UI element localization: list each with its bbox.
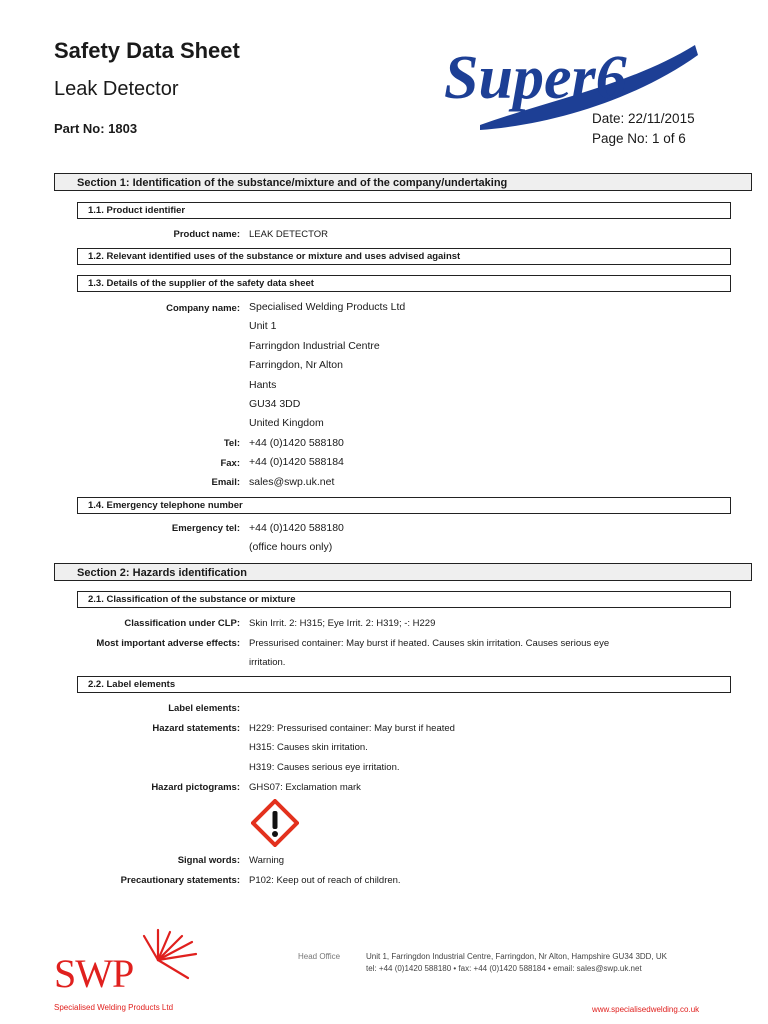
precautionary-value: P102: Keep out of reach of children. bbox=[249, 875, 401, 886]
email-label: Email: bbox=[211, 477, 240, 488]
email-value: sales@swp.uk.net bbox=[249, 476, 335, 488]
label-elements-label: Label elements: bbox=[168, 703, 240, 714]
head-office-contact: tel: +44 (0)1420 588180 • fax: +44 (0)1420 588184 • email: sales@swp.uk.net bbox=[366, 964, 642, 973]
subsection-1-1-header: 1.1. Product identifier bbox=[77, 202, 731, 219]
hazard-pictograms-label: Hazard pictograms: bbox=[151, 782, 240, 793]
hazard-statement: H229: Pressurised container: May burst if heated bbox=[249, 723, 455, 734]
page-number: Page No: 1 of 6 bbox=[592, 131, 686, 146]
head-office-address: Unit 1, Farringdon Industrial Centre, Farringdon, Nr Alton, Hampshire GU34 3DD, UK bbox=[366, 952, 668, 961]
swp-star-icon bbox=[130, 928, 200, 988]
emergency-tel-label: Emergency tel: bbox=[171, 523, 240, 534]
document-title: Safety Data Sheet bbox=[54, 38, 240, 63]
document-date: Date: 22/11/2015 bbox=[592, 111, 695, 126]
product-name-value: LEAK DETECTOR bbox=[249, 229, 329, 240]
exclamation-mark-icon bbox=[251, 799, 299, 847]
subsection-1-4-header: 1.4. Emergency telephone number bbox=[77, 497, 731, 514]
website-link[interactable]: www.specialisedwelding.co.uk bbox=[592, 1005, 700, 1014]
hazard-statement: H315: Causes skin irritation. bbox=[249, 742, 368, 753]
address-line: GU34 3DD bbox=[249, 398, 301, 410]
adverse-effects-line: irritation. bbox=[249, 657, 286, 668]
section-2-header: Section 2: Hazards identification bbox=[54, 563, 752, 581]
fax-value: +44 (0)1420 588184 bbox=[249, 456, 344, 468]
adverse-effects-label: Most important adverse effects: bbox=[96, 638, 240, 649]
subsection-2-1-header: 2.1. Classification of the substance or mixture bbox=[77, 591, 731, 608]
company-name-label: Company name: bbox=[166, 303, 240, 314]
pictogram-name: GHS07: Exclamation mark bbox=[249, 782, 361, 793]
adverse-effects-line: Pressurised container: May burst if heated. Causes skin irritation. Causes serious eye bbox=[249, 638, 610, 649]
address-line: United Kingdom bbox=[249, 417, 324, 429]
section-1-header: Section 1: Identification of the substance/mixture and of the company/undertaking bbox=[54, 173, 752, 191]
address-line: Hants bbox=[249, 379, 277, 391]
logo-text: Super6 bbox=[444, 44, 627, 112]
swp-brand: SWP bbox=[54, 951, 134, 996]
emergency-tel-value: +44 (0)1420 588180 bbox=[249, 522, 344, 534]
hazard-statement: H319: Causes serious eye irritation. bbox=[249, 762, 400, 773]
address-line: Specialised Welding Products Ltd bbox=[249, 301, 406, 313]
swp-brand-subtitle: Specialised Welding Products Ltd bbox=[54, 1003, 174, 1012]
precautionary-label: Precautionary statements: bbox=[120, 875, 240, 886]
office-hours-note: (office hours only) bbox=[249, 541, 333, 553]
head-office-label: Head Office bbox=[298, 952, 341, 961]
subsection-2-2-header: 2.2. Label elements bbox=[77, 676, 731, 693]
signal-words-value: Warning bbox=[249, 855, 285, 866]
hazard-statements-label: Hazard statements: bbox=[152, 723, 240, 734]
part-number: Part No: 1803 bbox=[54, 121, 138, 136]
signal-words-label: Signal words: bbox=[177, 855, 240, 866]
subsection-1-2-header: 1.2. Relevant identified uses of the substance or mixture and uses advised against bbox=[77, 248, 731, 265]
fax-label: Fax: bbox=[220, 458, 240, 469]
tel-value: +44 (0)1420 588180 bbox=[249, 437, 344, 449]
tel-label: Tel: bbox=[223, 438, 240, 449]
address-line: Farringdon Industrial Centre bbox=[249, 340, 380, 352]
clp-label: Classification under CLP: bbox=[124, 618, 240, 629]
address-line: Farringdon, Nr Alton bbox=[249, 359, 343, 371]
clp-value: Skin Irrit. 2: H315; Eye Irrit. 2: H319; -: H229 bbox=[249, 618, 436, 629]
subsection-1-3-header: 1.3. Details of the supplier of the safety data sheet bbox=[77, 275, 731, 292]
address-line: Unit 1 bbox=[249, 320, 277, 332]
super6-logo bbox=[440, 30, 700, 135]
product-subtitle: Leak Detector bbox=[54, 78, 179, 100]
product-name-label: Product name: bbox=[173, 229, 240, 240]
